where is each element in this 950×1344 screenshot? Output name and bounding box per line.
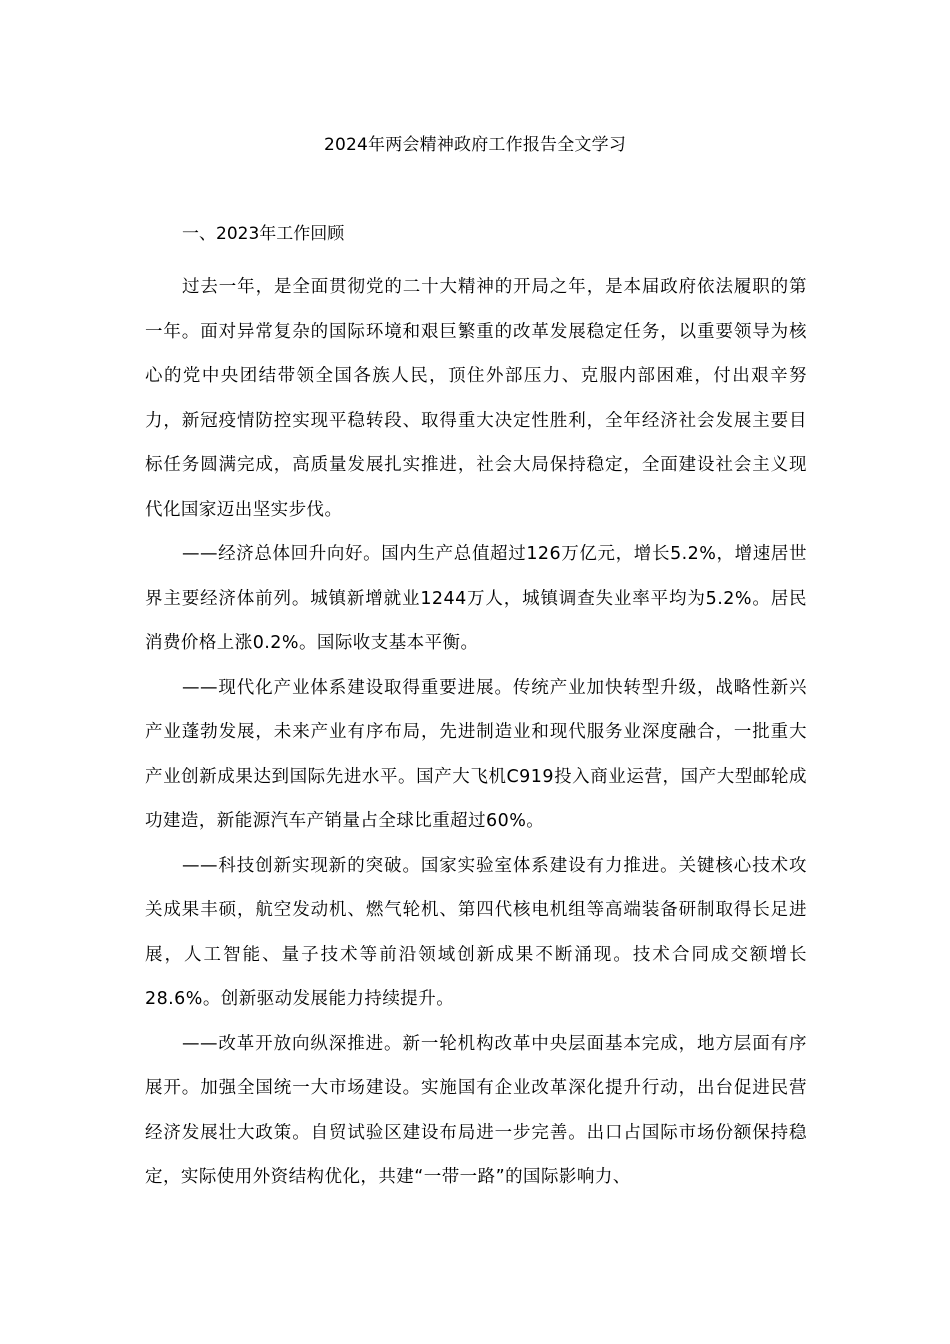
document-title: 2024年两会精神政府工作报告全文学习 xyxy=(323,135,627,155)
paragraph-economy: ——经济总体回升向好。国内生产总值超过126万亿元，增长5.2%，增速居世界主要经济体前列。城镇新增就业1244万人，城镇调查失业率平均为5.2%。居民消费价格上涨0.2%。国际收支基本平衡。 xyxy=(145,544,807,653)
paragraph-industry: ——现代化产业体系建设取得重要进展。传统产业加快转型升级，战略性新兴产业蓬勃发展，未来产业有序布局，先进制造业和现代服务业深度融合，一批重大产业创新成果达到国际先进水平。国产大飞机C919投入商业运营，国产大型邮轮成功建造，新能源汽车产销量占全球比重超过60%。 xyxy=(145,677,807,831)
paragraph-overview: 过去一年，是全面贯彻党的二十大精神的开局之年，是本届政府依法履职的第一年。面对异常复杂的国际环境和艰巨繁重的改革发展稳定任务，以重要领导为核心的党中央团结带领全国各族人民，顶住外部压力、克服内部困难，付出艰辛努力，新冠疫情防控实现平稳转段、取得重大决定性胜利，全年经济社会发展主要目标任务圆满完成，高质量发展扎实推进，社会大局保持稳定，全面建设社会主义现代化国家迈出坚实步伐。 xyxy=(145,277,807,520)
paragraph-reform: ——改革开放向纵深推进。新一轮机构改革中央层面基本完成，地方层面有序展开。加强全国统一大市场建设。实施国有企业改革深化提升行动，出台促进民营经济发展壮大政策。自贸试验区建设布局进一步完善。出口占国际市场份额保持稳定，实际使用外资结构优化，共建“一带一路”的国际影响力、 xyxy=(145,1033,807,1187)
section-heading: 一、2023年工作回顾 xyxy=(182,224,345,244)
paragraph-technology: ——科技创新实现新的突破。国家实验室体系建设有力推进。关键核心技术攻关成果丰硕，航空发动机、燃气轮机、第四代核电机组等高端装备研制取得长足进展，人工智能、量子技术等前沿领域创新成果不断涌现。技术合同成交额增长28.6%。创新驱动发展能力持续提升。 xyxy=(145,855,807,1009)
document-body xyxy=(145,265,807,1200)
